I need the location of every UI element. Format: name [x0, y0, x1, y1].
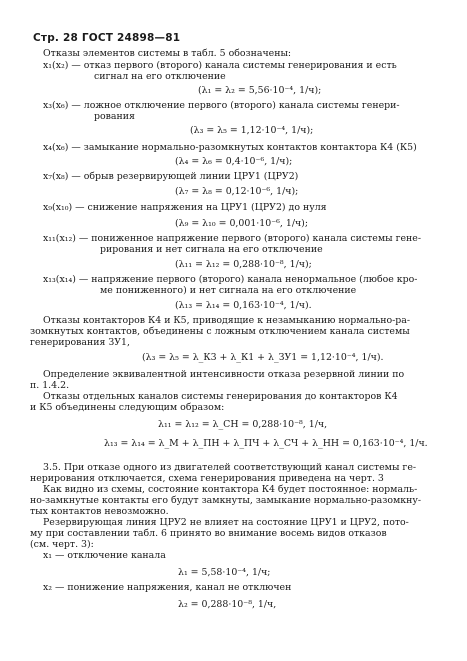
text-line: x₇(x₈) — обрыв резервирующей линии ЦРУ1 (ЦРУ2) — [43, 171, 299, 182]
text-line: рирования и нет сигнала на его отключение — [100, 244, 323, 255]
text-line: x₁ — отключение канала — [43, 550, 166, 561]
text-line: Определение эквивалентной интенсивности отказа резервной линии по — [43, 369, 405, 380]
formula: (λ₃ = λ₅ = 1,12·10⁻⁴, 1/ч); — [190, 125, 314, 136]
formula: λ₁₁ = λ₁₂ = λ_СН = 0,288·10⁻⁸, 1/ч, — [158, 419, 328, 430]
text-line: x₄(x₆) — замыкание нормально-разомкнутых контактов контактора К4 (К5) — [43, 142, 417, 153]
formula: (λ₄ = λ₆ = 0,4·10⁻⁶, 1/ч); — [175, 156, 293, 167]
formula: (λ₁₃ = λ₁₄ = 0,163·10⁻⁴, 1/ч). — [175, 300, 312, 311]
text-line: зомкнутых контактов, объединены с ложным отключением канала системы — [30, 326, 410, 337]
formula: (λ₁ = λ₂ = 5,56·10⁻⁴, 1/ч); — [198, 85, 322, 96]
text-line: (см. черт. 3): — [30, 539, 94, 550]
text-line: x₉(x₁₀) — снижение напряжения на ЦРУ1 (ЦРУ2) до нуля — [43, 202, 327, 213]
text-line: п. 1.4.2. — [30, 380, 70, 391]
formula: (λ₉ = λ₁₀ = 0,001·10⁻⁶, 1/ч); — [175, 218, 308, 229]
text-line: Отказы элементов системы в табл. 5 обозначены: — [43, 48, 292, 59]
text-line: тых контактов невозможно. — [30, 506, 169, 517]
formula: (λ₃ = λ₅ = λ_К3 + λ_К1 + λ_ЗУ1 = 1,12·10⁻⁴, 1/ч). — [142, 352, 384, 363]
formula: (λ₁₁ = λ₁₂ = 0,288·10⁻⁸, 1/ч); — [175, 259, 312, 270]
text-line: x₁₃(x₁₄) — напряжение первого (второго) канала ненормальное (любое кро- — [43, 274, 418, 285]
formula: λ₁ = 5,58·10⁻⁴, 1/ч; — [178, 567, 271, 578]
text-line: Резервирующая линия ЦРУ2 не влияет на состояние ЦРУ1 и ЦРУ2, пото- — [43, 517, 409, 528]
text-line: и К5 объединены следующим образом: — [30, 402, 225, 413]
text-line: Отказы контакторов К4 и К5, приводящие к незамыканию нормально-ра- — [43, 315, 411, 326]
formula: (λ₇ = λ₈ = 0,12·10⁻⁶, 1/ч); — [175, 186, 299, 197]
text-line: x₂ — понижение напряжения, канал не отключен — [43, 582, 292, 593]
text-line: Отказы отдельных каналов системы генерирования до контакторов К4 — [43, 391, 398, 402]
formula: λ₂ = 0,288·10⁻⁸, 1/ч, — [178, 599, 277, 610]
text-line: x₃(x₆) — ложное отключение первого (второго) канала системы генери- — [43, 100, 400, 111]
text-line: сигнал на его отключение — [94, 71, 226, 82]
text-line: му при составлении табл. 6 принято во внимание восемь видов отказов — [30, 528, 387, 539]
text-line: x₁₁(x₁₂) — пониженное напряжение первого (второго) канала системы гене- — [43, 233, 422, 244]
text-line: генерирования ЗУ1, — [30, 337, 130, 348]
text-line: рования — [94, 111, 135, 122]
text-line: 3.5. При отказе одного из двигателей соответствующий канал системы ге- — [43, 462, 417, 473]
text-line: нерирования отключается, схема генерирования приведена на черт. 3 — [30, 473, 384, 484]
page-header: Стр. 28 ГОСТ 24898—81 — [33, 32, 181, 44]
text-line: Как видно из схемы, состояние контактора К4 будет постоянное: нормаль- — [43, 484, 418, 495]
text-line: x₁(x₂) — отказ первого (второго) канала системы генерирования и есть — [43, 60, 397, 71]
text-line: ме пониженного) и нет сигнала на его отключение — [100, 285, 357, 296]
text-line: но-замкнутые контакты его будут замкнуты, замыкание нормально-разомкну- — [30, 495, 422, 506]
formula: λ₁₃ = λ₁₄ = λ_М + λ_ПН + λ_ПЧ + λ_СЧ + λ_НН = 0,163·10⁻⁴, 1/ч. — [104, 438, 428, 449]
